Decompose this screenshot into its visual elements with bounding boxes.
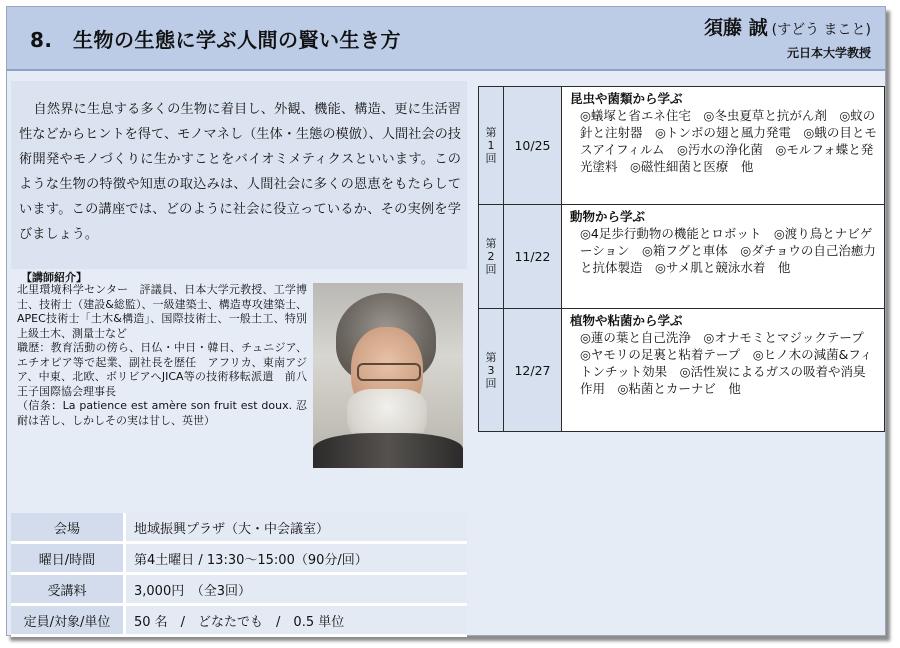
session-items: ◎4足歩行動物の機能とロボット ◎渡り鳥とナビゲーション ◎箱フグと車体 ◎ダチョウの自己治癒力と抗体製造 ◎サメ肌と競泳水着 他 [580, 226, 876, 275]
lecturer-kana: (すどう まこと) [771, 22, 871, 38]
info-value: 第4土曜日 / 13:30～15:00（90分/回） [123, 544, 467, 575]
intro-text: 自然界に生息する多くの生物に着目し、外観、機能、構造、更に生活習性などからヒントを得て、モノマネし（生体・生態の模倣）、人間社会の技術開発やモノづくりに生かすことをバイオミメティクスといいます。このような生物の特徴や知恵の取込みは、人間社会に多くの恩恵をもたらしています。この講座では、どのように社会に役立っているか、その実例を学びましょう。 [19, 102, 461, 242]
session-number: 第 2 回 [479, 205, 504, 309]
course-title: 8. 生物の生態に学ぶ人間の賢い生き方 [30, 28, 402, 52]
course-card [6, 6, 886, 636]
photo-glasses [357, 363, 421, 381]
session-date: 12/27 [504, 309, 562, 432]
lecturer-block [704, 13, 871, 61]
info-value: 3,000円 （全3回） [123, 575, 467, 606]
profile-heading: 【講師紹介】 [21, 271, 87, 284]
info-row-fee [11, 575, 467, 606]
schedule-row [479, 87, 885, 205]
info-key: 受講料 [11, 575, 123, 606]
session-items: ◎蓮の葉と自己洗浄 ◎オナモミとマジックテープ ◎ヤモリの足裏と粘着テープ ◎ヒノ木の減菌&フィトンチット効果 ◎活性炭によるガスの吸着や消臭作用 ◎粘菌とカーナビ 他 [580, 330, 877, 396]
profile-paragraph: （信条：La patience est amère son fruit est doux. 忍耐は苦し、しかしその実は甘し、英世） [17, 399, 307, 427]
schedule-row [479, 309, 885, 432]
session-number: 第 3 回 [479, 309, 504, 432]
lecturer-name: 須藤 誠 [704, 17, 768, 39]
session-theme: 植物や粘菌から学ぶ [570, 313, 683, 328]
session-number: 第 1 回 [479, 87, 504, 205]
info-value: 地域振興プラザ（大・中会議室） [123, 513, 467, 544]
lecturer-affiliation: 元日本大学教授 [786, 46, 871, 60]
info-row-capacity [11, 606, 467, 637]
info-value: 50 名 / どなたでも / 0.5 単位 [123, 606, 467, 637]
session-content [562, 205, 885, 309]
lecturer-photo [313, 283, 463, 468]
course-header [7, 7, 885, 71]
profile-text [17, 283, 307, 428]
profile-paragraph: 北里環境科学センター 評議員、日本大学元教授、工学博士、技術士（建設&総監）、一級建築士、構造専攻建築士、APEC技術士「土木&構造」、国際技術士、一般土工、特別上級土木、測量士など [17, 283, 307, 340]
session-content [562, 309, 885, 432]
info-key: 曜日/時間 [11, 544, 123, 575]
session-content [562, 87, 885, 205]
schedule-row [479, 205, 885, 309]
info-key: 定員/対象/単位 [11, 606, 123, 637]
session-date: 10/25 [504, 87, 562, 205]
session-theme: 動物から学ぶ [570, 209, 646, 224]
photo-body [313, 433, 463, 468]
profile-paragraph: 職歴：教育活動の傍ら、日仏・中日・韓日、チュニジア、エチオピア等で起業、副社長を歴任 アフリカ、東南アジア、中東、北欧、ボリビアへJICA等の技術移転派遣 前八王子国際協会理事長 [17, 341, 307, 398]
session-date: 11/22 [504, 205, 562, 309]
info-key: 会場 [11, 513, 123, 544]
session-items: ◎蟻塚と省エネ住宅 ◎冬虫夏草と抗がん剤 ◎蚊の針と注射器 ◎トンボの翅と風力発電 ◎蛾の目とモスアイフィルム ◎汚水の浄化菌 ◎モルフォ蝶と発光塗料 ◎磁性細菌と医療 他 [580, 108, 877, 174]
schedule-table [478, 86, 885, 432]
course-info-table [11, 513, 467, 637]
course-intro [11, 81, 467, 269]
info-row-time [11, 544, 467, 575]
info-row-venue [11, 513, 467, 544]
session-theme: 昆虫や菌類から学ぶ [570, 91, 683, 106]
